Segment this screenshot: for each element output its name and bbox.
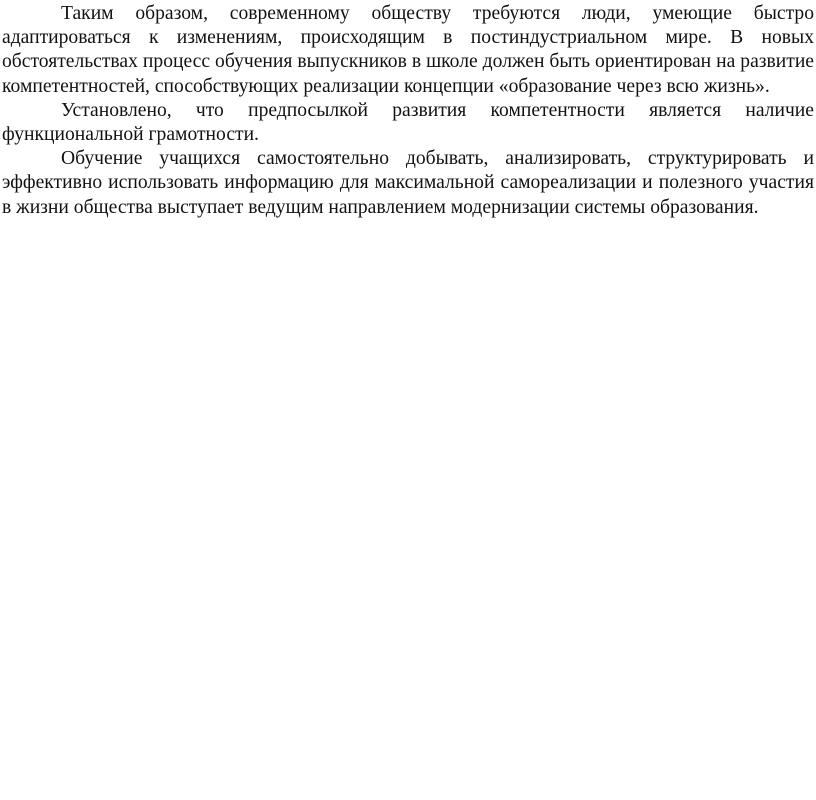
paragraph: Обучение учащихся самостоятельно добывать, анализировать, структурировать и эффективно использовать информацию для максимальной самореализации и полезного участия в жизни общества выступает ведущим направлением модернизации системы образования. xyxy=(2,148,814,218)
paragraph: Таким образом, современному обществу требуются люди, умеющие быстро адаптироваться к изменениям, происходящим в постиндустриальном мире. В новых обстоятельствах процесс обучения выпускников в школе должен быть ориентирован на развитие компетентностей, способствующих реализации концепции «образование через всю жизнь». xyxy=(2,3,814,97)
paragraph: Установлено, что предпосылкой развития компетентности является наличие функциональной грамотности. xyxy=(2,99,814,146)
document-body xyxy=(2,2,814,220)
